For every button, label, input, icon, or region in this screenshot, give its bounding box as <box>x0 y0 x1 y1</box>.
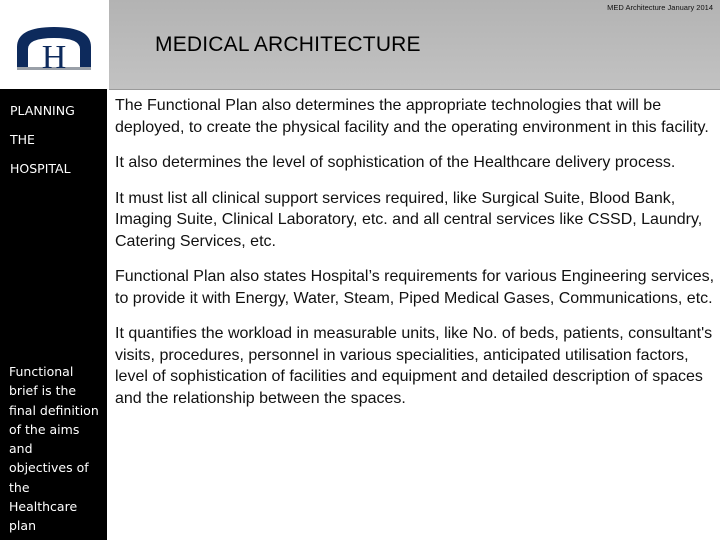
paragraph-workload: It quantifies the workload in measurable units, like No. of beds, patients, consultant's visits, procedures, personnel in various specialities, anticipated utilisation factors, level of sophistication of facilities and equipment and detailed description of spaces and the relationship between the spaces. <box>115 325 713 407</box>
paragraph-technologies: The Functional Plan also determines the appropriate technologies that will be deployed, to create the physical facility and the operating environment in this facility. <box>115 97 709 136</box>
sidebar-label-planning: PLANNING <box>10 103 75 118</box>
content-area <box>115 95 715 423</box>
header-note: MED Architecture January 2014 <box>607 3 713 12</box>
paragraph-support-services: It must list all clinical support services required, like Surgical Suite, Blood Bank, Imaging Suite, Clinical Laboratory, etc. and all central services like CSSD, Laundry, Catering Services, etc. <box>115 189 703 250</box>
header-bar <box>109 0 720 90</box>
sidebar-label-the: THE <box>10 132 35 147</box>
paragraph-sophistication: It also determines the level of sophistication of the Healthcare delivery process. <box>115 154 676 171</box>
logo-area <box>0 0 107 89</box>
logo-letter: H <box>41 39 67 76</box>
page-title: MEDICAL ARCHITECTURE <box>155 33 421 56</box>
paragraph-engineering: Functional Plan also states Hospital’s requirements for various Engineering services, to provide it with Energy, Water, Steam, Piped Medical Gases, Communications, etc. <box>115 268 715 307</box>
sidebar-brief: Functional brief is the final definition of the aims and objectives of the Healthcare plan <box>9 364 99 534</box>
hospital-logo-icon <box>0 0 107 89</box>
sidebar-label-hospital: HOSPITAL <box>10 161 71 176</box>
